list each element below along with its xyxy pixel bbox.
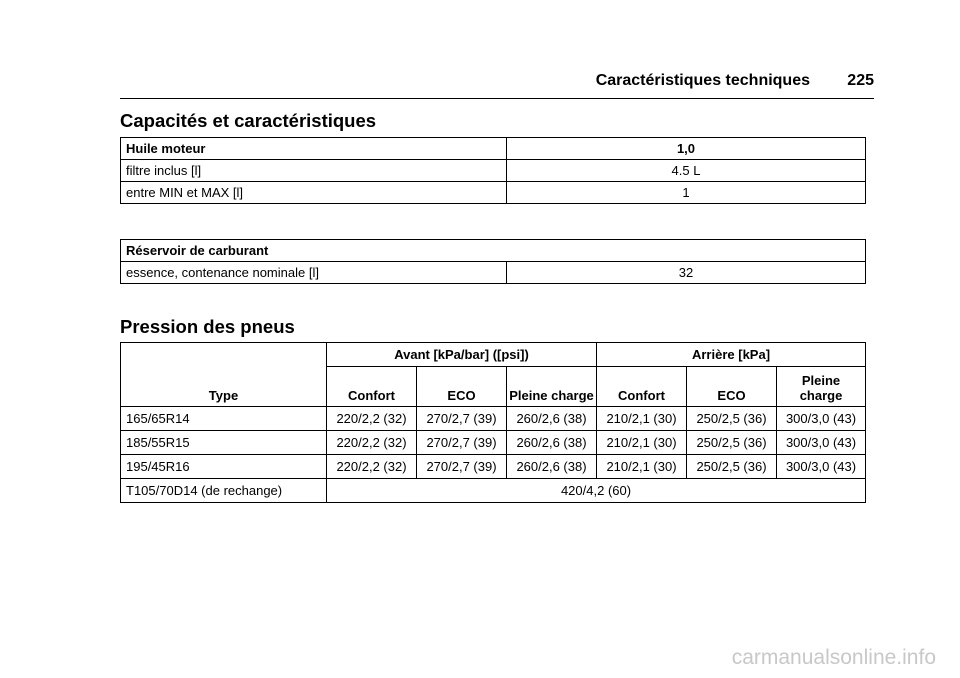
table-cell: 4.5 L — [507, 160, 866, 182]
table-row — [121, 262, 866, 284]
table-row — [121, 160, 866, 182]
table-cell: 250/2,5 (36) — [687, 407, 777, 431]
table-header-row — [121, 240, 866, 262]
table-header-row — [121, 138, 866, 160]
table-row — [121, 407, 866, 431]
subheader-cell: Pleine charge — [507, 367, 597, 407]
section-title-capacities: Capacités et caractéristiques — [120, 110, 377, 131]
table-row — [121, 431, 866, 455]
oil-table — [120, 137, 866, 204]
table-cell: T105/70D14 (de rechange) — [121, 479, 327, 503]
table-header-cell: Réservoir de carburant — [121, 240, 866, 262]
table-cell: 260/2,6 (38) — [507, 431, 597, 455]
table-cell: 220/2,2 (32) — [327, 431, 417, 455]
tire-pressure-table — [120, 342, 866, 503]
table-cell: 220/2,2 (32) — [327, 407, 417, 431]
table-cell: 260/2,6 (38) — [507, 455, 597, 479]
table-cell: 270/2,7 (39) — [417, 431, 507, 455]
table-cell: essence, contenance nominale [l] — [121, 262, 507, 284]
type-header: Type — [121, 343, 327, 407]
rear-header: Arrière [kPa] — [597, 343, 866, 367]
table-cell: 210/2,1 (30) — [597, 455, 687, 479]
header-title: Caractéristiques techniques — [595, 72, 810, 89]
table-cell: 250/2,5 (36) — [687, 431, 777, 455]
table-cell: 165/65R14 — [121, 407, 327, 431]
table-cell: 300/3,0 (43) — [777, 407, 866, 431]
table-header-row — [121, 343, 866, 367]
table-cell: 260/2,6 (38) — [507, 407, 597, 431]
table-cell: 195/45R16 — [121, 455, 327, 479]
front-header: Avant [kPa/bar] ([psi]) — [327, 343, 597, 367]
table-cell: entre MIN et MAX [l] — [121, 182, 507, 204]
table-cell: 32 — [507, 262, 866, 284]
subheader-cell: Confort — [327, 367, 417, 407]
subheader-cell: Pleine charge — [777, 367, 866, 407]
subheader-cell: ECO — [687, 367, 777, 407]
table-cell: 300/3,0 (43) — [777, 455, 866, 479]
table-cell: 270/2,7 (39) — [417, 455, 507, 479]
table-cell: 1 — [507, 182, 866, 204]
table-cell: 210/2,1 (30) — [597, 407, 687, 431]
table-cell: 210/2,1 (30) — [597, 431, 687, 455]
subheader-cell: Confort — [597, 367, 687, 407]
table-cell: 220/2,2 (32) — [327, 455, 417, 479]
table-row — [121, 182, 866, 204]
page-number: 225 — [847, 72, 874, 89]
section-title-tire-pressure: Pression des pneus — [120, 316, 295, 337]
table-cell: 185/55R15 — [121, 431, 327, 455]
fuel-table — [120, 239, 866, 284]
table-cell: filtre inclus [l] — [121, 160, 507, 182]
table-cell: 270/2,7 (39) — [417, 407, 507, 431]
table-header-cell: Huile moteur — [121, 138, 507, 160]
watermark: carmanualsonline.info — [731, 646, 936, 669]
table-cell: 300/3,0 (43) — [777, 431, 866, 455]
table-header-cell: 1,0 — [507, 138, 866, 160]
subheader-cell: ECO — [417, 367, 507, 407]
table-cell: 420/4,2 (60) — [327, 479, 866, 503]
table-cell: 250/2,5 (36) — [687, 455, 777, 479]
page-header — [120, 72, 874, 99]
table-row-spare — [121, 479, 866, 503]
table-row — [121, 455, 866, 479]
